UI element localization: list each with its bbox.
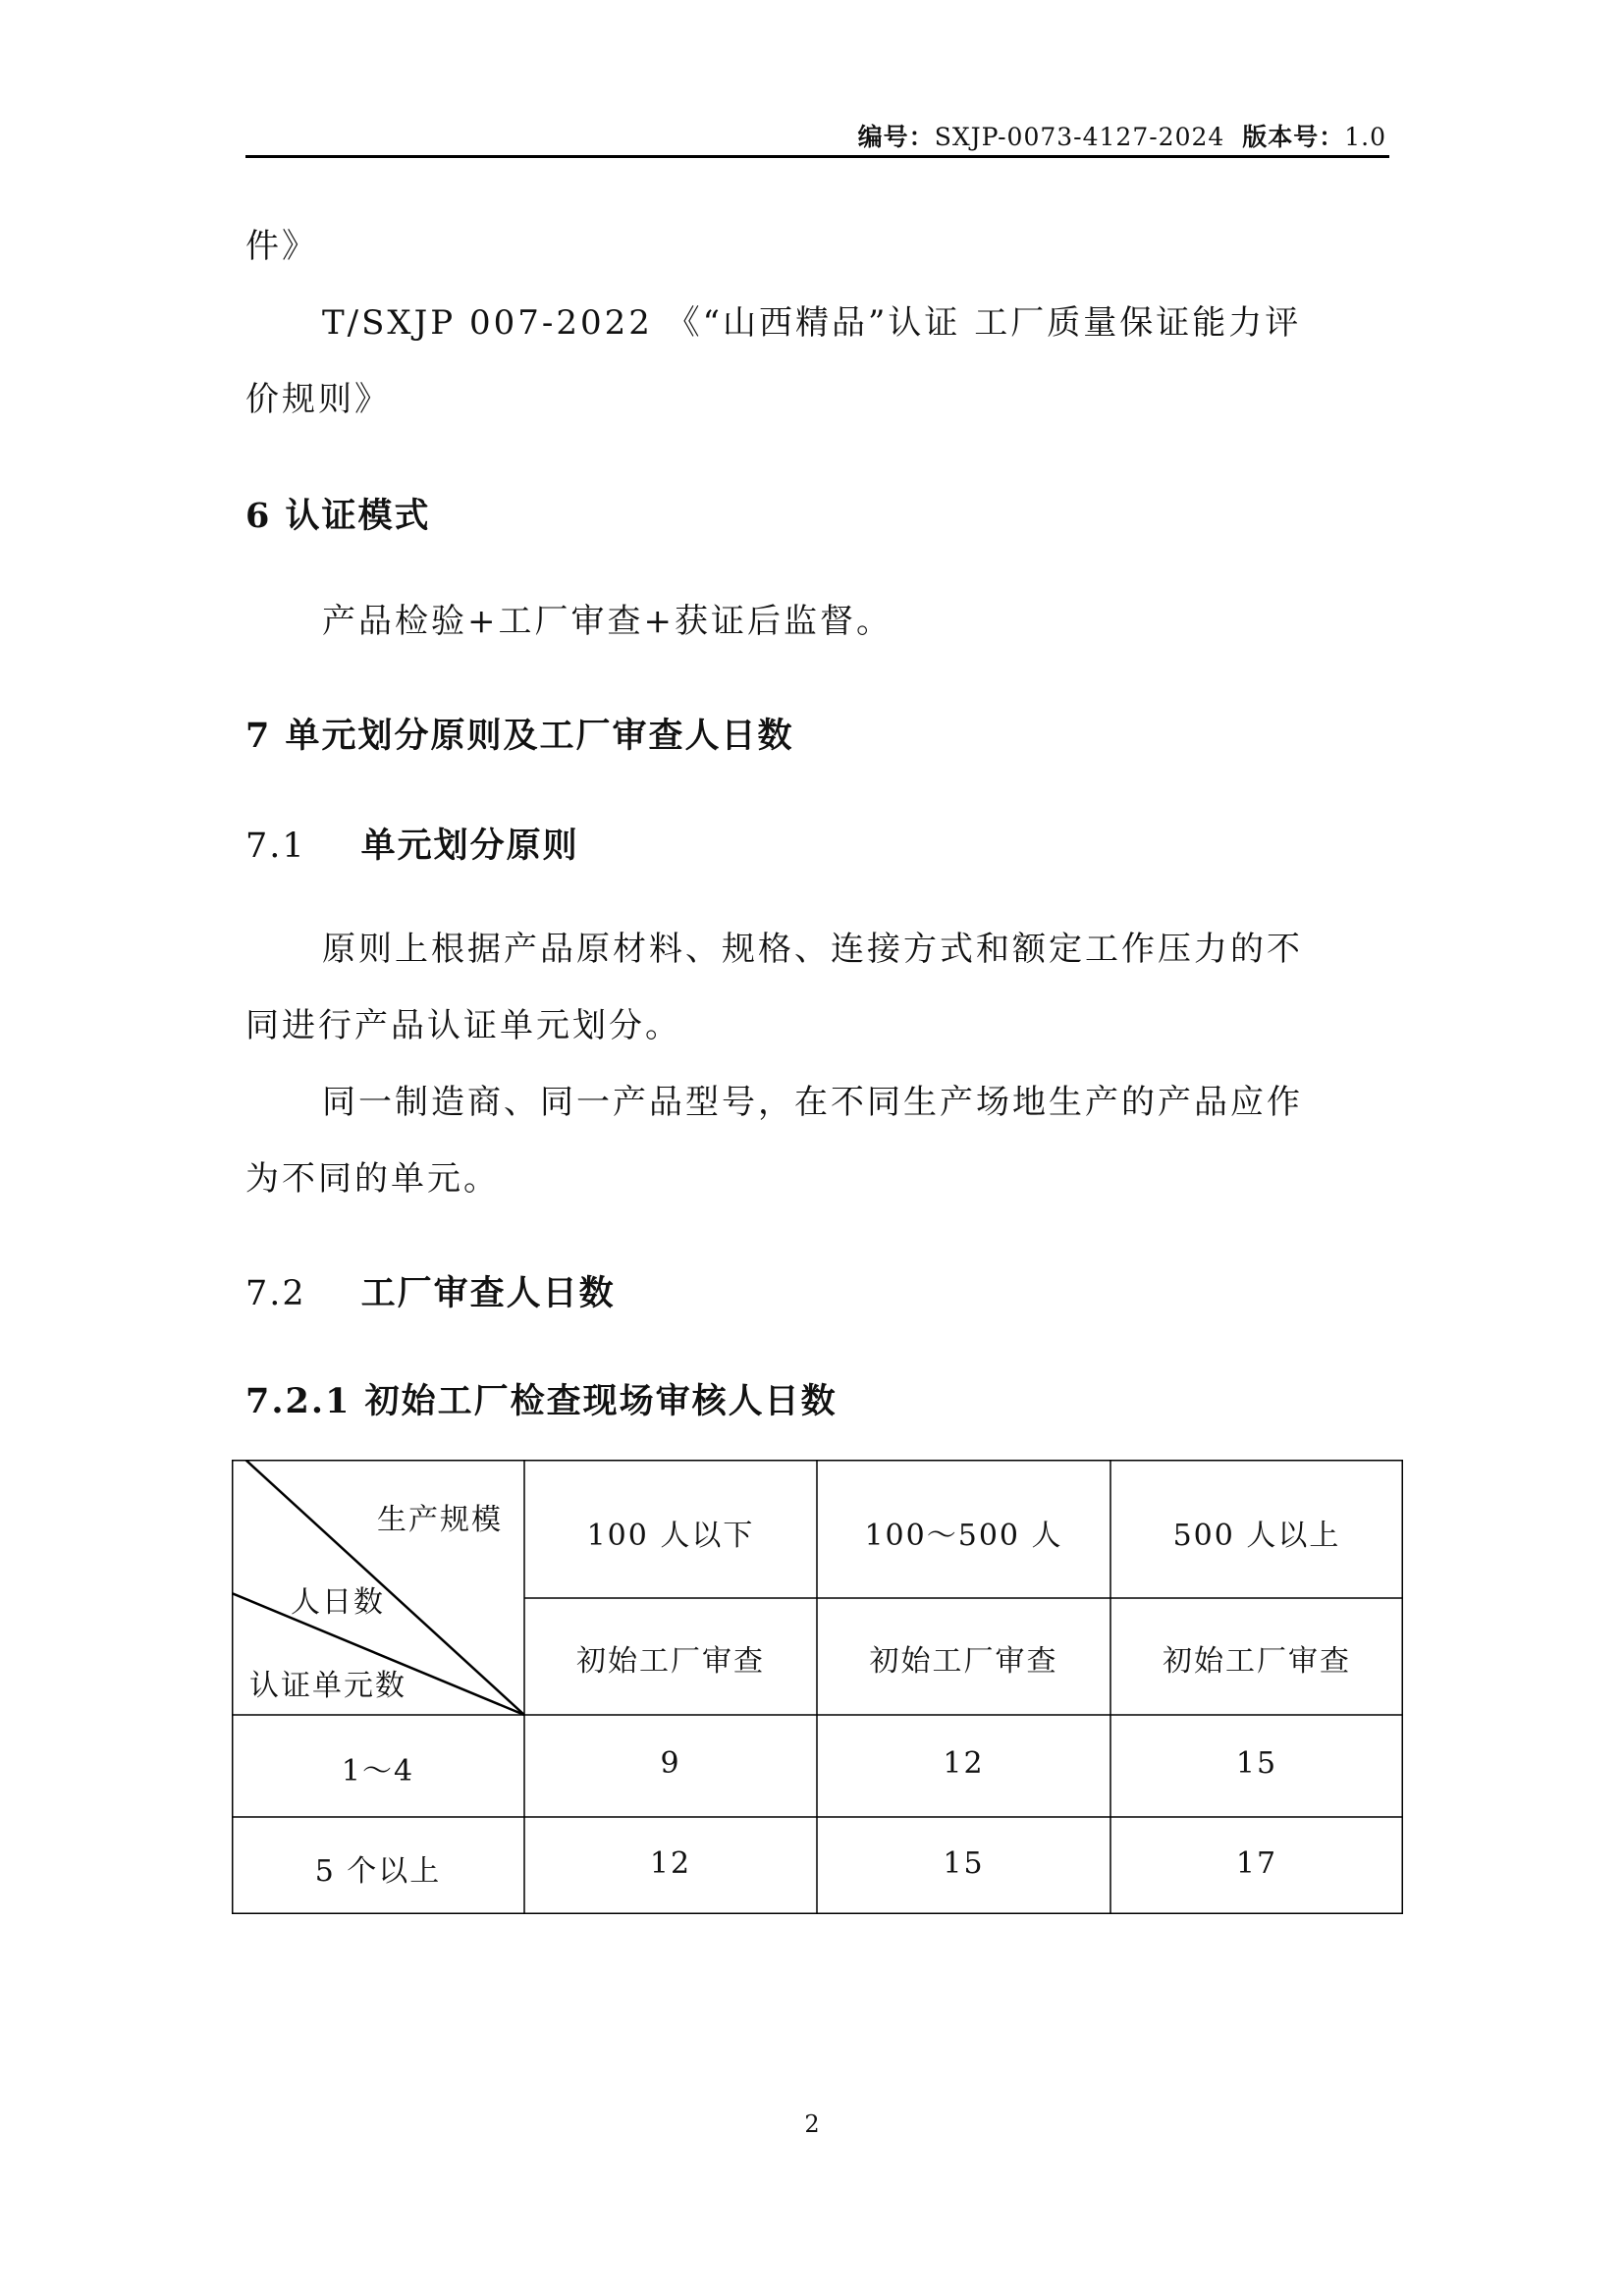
section-7-2-heading (245, 1266, 616, 1315)
section-7-1-para1-line2: 同进行产品认证单元划分。 (245, 1006, 681, 1045)
page-number: 2 (804, 2110, 820, 2138)
diag-cert-units: 认证单元数 (249, 1669, 406, 1703)
row-label: 1～4 (341, 1754, 415, 1789)
section-7-1-title: 单元划分原则 (360, 826, 579, 866)
column-header: 100～500 人 (864, 1519, 1063, 1553)
section-6-title: 6 认证模式 (245, 496, 431, 536)
table-cell: 15 (943, 1846, 985, 1881)
column-subheader: 初始工厂审查 (869, 1644, 1058, 1679)
section-7-2-number: 7.2 (245, 1274, 306, 1313)
table-cell: 17 (1235, 1846, 1278, 1881)
section-7-2-title: 工厂审查人日数 (360, 1273, 616, 1313)
section-7-1-para2-line2: 为不同的单元。 (245, 1159, 500, 1199)
header-divider (245, 155, 1389, 158)
standard-reference-line1: T/SXJP 007-2022 《“山西精品”认证 工厂质量保证能力评 (322, 303, 1302, 343)
column-subheader: 初始工厂审查 (576, 1644, 765, 1679)
doc-number-value: SXJP-0073-4127-2024 (934, 123, 1225, 151)
continued-line: 件》 (245, 227, 318, 266)
section-6-text: 产品检验+工厂审查+获证后监督。 (322, 602, 893, 641)
row-label: 5 个以上 (314, 1854, 442, 1889)
document-header (858, 118, 1386, 153)
table-cell: 9 (660, 1746, 681, 1781)
version-value: 1.0 (1344, 123, 1386, 151)
manday-table (232, 1460, 1403, 1914)
table-cell: 12 (649, 1846, 692, 1881)
section-7-1-para1-line1: 原则上根据产品原材料、规格、连接方式和额定工作压力的不 (322, 930, 1303, 969)
section-7-1-number: 7.1 (245, 827, 306, 866)
table-cell: 12 (943, 1746, 985, 1781)
doc-number-label: 编号： (857, 123, 935, 151)
column-header: 100 人以下 (586, 1519, 755, 1553)
standard-reference-line2: 价规则》 (245, 380, 391, 419)
section-7-1-para2-line1: 同一制造商、同一产品型号，在不同生产场地生产的产品应作 (322, 1083, 1303, 1122)
version-label: 版本号： (1242, 123, 1345, 151)
diag-production-scale: 生产规模 (377, 1503, 503, 1537)
column-header: 500 人以上 (1172, 1519, 1341, 1553)
section-7-2-1-title: 7.2.1 初始工厂检查现场审核人日数 (245, 1381, 838, 1421)
column-subheader: 初始工厂审查 (1163, 1644, 1351, 1679)
table-cell: 15 (1235, 1746, 1278, 1781)
section-7-1-heading (245, 819, 579, 868)
section-7-title: 7 单元划分原则及工厂审查人日数 (245, 716, 794, 756)
diag-mandays: 人日数 (291, 1585, 385, 1620)
